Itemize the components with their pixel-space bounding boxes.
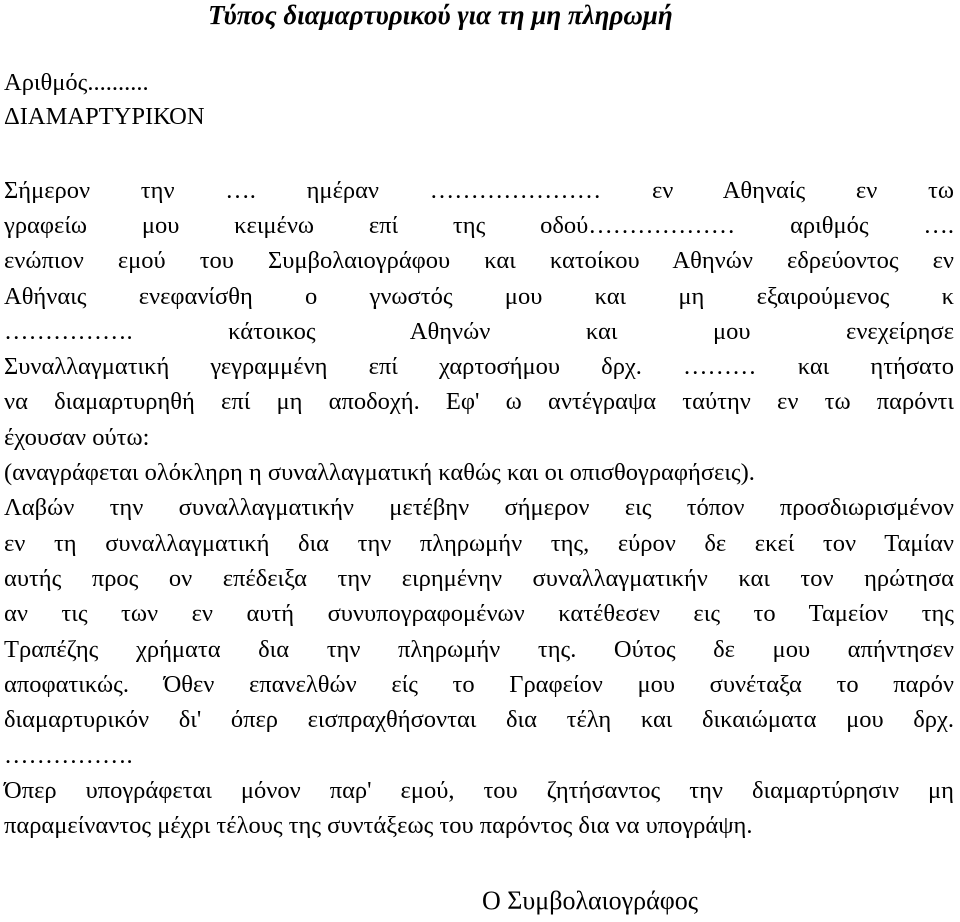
body-line: ……………. κάτοικος Αθηνών και μου ενεχείρησε <box>4 318 954 345</box>
body-line: Τραπέζης χρήματα δια την πληρωμήν της. Ούτος δε μου απήντησεν <box>4 636 954 663</box>
body-line: αν τις των εν αυτή συνυπογραφομένων κατέθεσεν εις το Ταμείον της <box>4 600 954 627</box>
number-line: Αριθμός.......... <box>4 69 149 96</box>
body-line: αυτής προς ον επέδειξα την ειρημένην συναλλαγματικήν και τον ηρώτησα <box>4 565 954 592</box>
body-line: παραμείναντος μέχρι τέλους της συντάξεως του παρόντος δια να υπογράψη. <box>4 812 753 839</box>
body-line: Αθήναις ενεφανίσθη ο γνωστός μου και μη εξαιρούμενος κ <box>4 283 954 310</box>
body-line: ……………. <box>4 742 133 769</box>
body-line: (αναγράφεται ολόκληρη η συναλλαγματική καθώς και οι οπισθογραφήσεις). <box>4 459 755 486</box>
body-line: Συναλλαγματική γεγραμμένη επί χαρτοσήμου δρχ. ……… και ητήσατο <box>4 353 954 380</box>
document-heading: ΔΙΑΜΑΡΤΥΡΙΚΟΝ <box>4 103 205 130</box>
body-line: γραφείω μου κειμένω επί της οδού……………… αριθμός …. <box>4 212 954 239</box>
body-line: Σήμερον την …. ημέραν ………………… εν Αθηναίς εν τω <box>4 177 954 204</box>
body-line: αποφατικώς. Όθεν επανελθών είς το Γραφείον μου συνέταξα το παρόν <box>4 671 954 698</box>
body-line: Όπερ υπογράφεται μόνον παρ' εμού, του ζητήσαντος την διαμαρτύρησιν μη <box>4 777 954 804</box>
body-line: ενώπιον εμού του Συμβολαιογράφου και κατοίκου Αθηνών εδρεύοντος εν <box>4 247 954 274</box>
body-line: εν τη συναλλαγματική δια την πληρωμήν της, εύρον δε εκεί τον Ταμίαν <box>4 530 954 557</box>
body-line: έχουσαν ούτω: <box>4 424 150 451</box>
body-line: διαμαρτυρικόν δι' όπερ εισπραχθήσονται δια τέλη και δικαιώματα μου δρχ. <box>4 706 954 733</box>
body-line: να διαμαρτυρηθή επί μη αποδοχή. Εφ' ω αντέγραψα ταύτην εν τω παρόντι <box>4 388 954 415</box>
signature-line: Ο Συμβολαιογράφος <box>482 886 699 915</box>
document-title: Τύπος διαμαρτυρικού για τη μη πληρωμή <box>208 0 673 30</box>
body-line: Λαβών την συναλλαγματικήν μετέβην σήμερον εις τόπον προσδιωρισμένον <box>4 494 954 521</box>
